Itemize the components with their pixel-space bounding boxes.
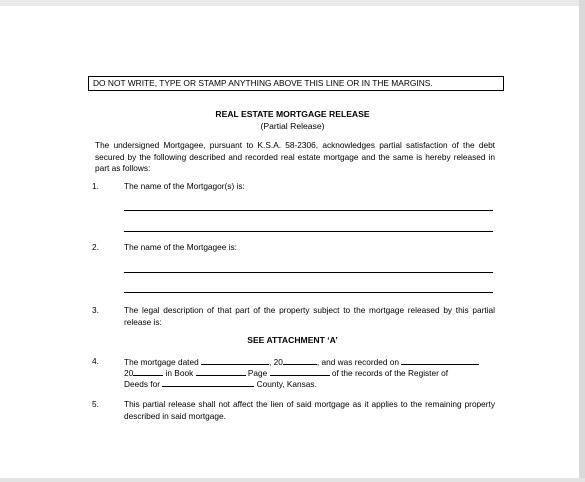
attachment-heading: SEE ATTACHMENT ‘A’ [247,335,338,345]
mortgagee-label: The name of the Mortgagee is: [124,242,237,252]
mortgagee-field-line-1[interactable] [124,272,493,273]
recorded-on-text: , and was recorded on [316,357,399,367]
mortgage-dated-text: The mortgage dated [124,357,199,367]
item-number-4: 4. [92,356,99,366]
page-text: Page [247,368,268,378]
item-number-3: 3. [92,305,99,315]
year-prefix-text: , 20 [269,357,283,367]
mortgage-date-blank[interactable] [201,356,269,365]
page-blank[interactable] [270,367,330,376]
register-text: of the records of the Register of [331,368,449,378]
mortgagor-field-line-2[interactable] [124,231,493,232]
intro-paragraph: The undersigned Mortgagee, pursuant to K.S.A. 58-2306, acknowledges partial satisfaction of the debt secured by the following described and recorded real estate mortgage and the same is hereby released in part as follows: [95,140,495,174]
recorded-date-blank[interactable] [401,356,479,365]
mortgagee-field-line-2[interactable] [124,292,493,293]
top-border [0,0,585,6]
bottom-border [0,478,585,482]
item-number-5: 5. [92,399,99,409]
mortgagor-field-line-1[interactable] [124,210,493,211]
item-number-1: 1. [92,181,99,191]
year-20-text: 20 [124,368,134,378]
record-year-blank[interactable] [133,367,163,376]
lien-statement: This partial release shall not affect the lien of said mortgage as it applies to the remaining property described in said mortgage. [124,399,495,421]
right-border [579,0,585,482]
in-book-text: in Book [165,368,194,378]
county-line [124,378,495,391]
legal-description-label: The legal description of that part of the property subject to the mortgage released by this partial release is: [124,305,495,327]
mortgagor-label: The name of the Mortgagor(s) is: [124,181,245,191]
county-blank[interactable] [162,378,254,387]
county-kansas-text: County, Kansas. [256,379,317,389]
document-title: REAL ESTATE MORTGAGE RELEASE [215,109,370,119]
item-number-2: 2. [92,242,99,252]
margin-notice-box: DO NOT WRITE, TYPE OR STAMP ANYTHING ABOVE THIS LINE OR IN THE MARGINS. [88,76,504,91]
document-subtitle: (Partial Release) [260,121,325,131]
year-blank[interactable] [283,356,317,365]
deeds-for-text: Deeds for [124,379,160,389]
book-blank[interactable] [196,367,246,376]
